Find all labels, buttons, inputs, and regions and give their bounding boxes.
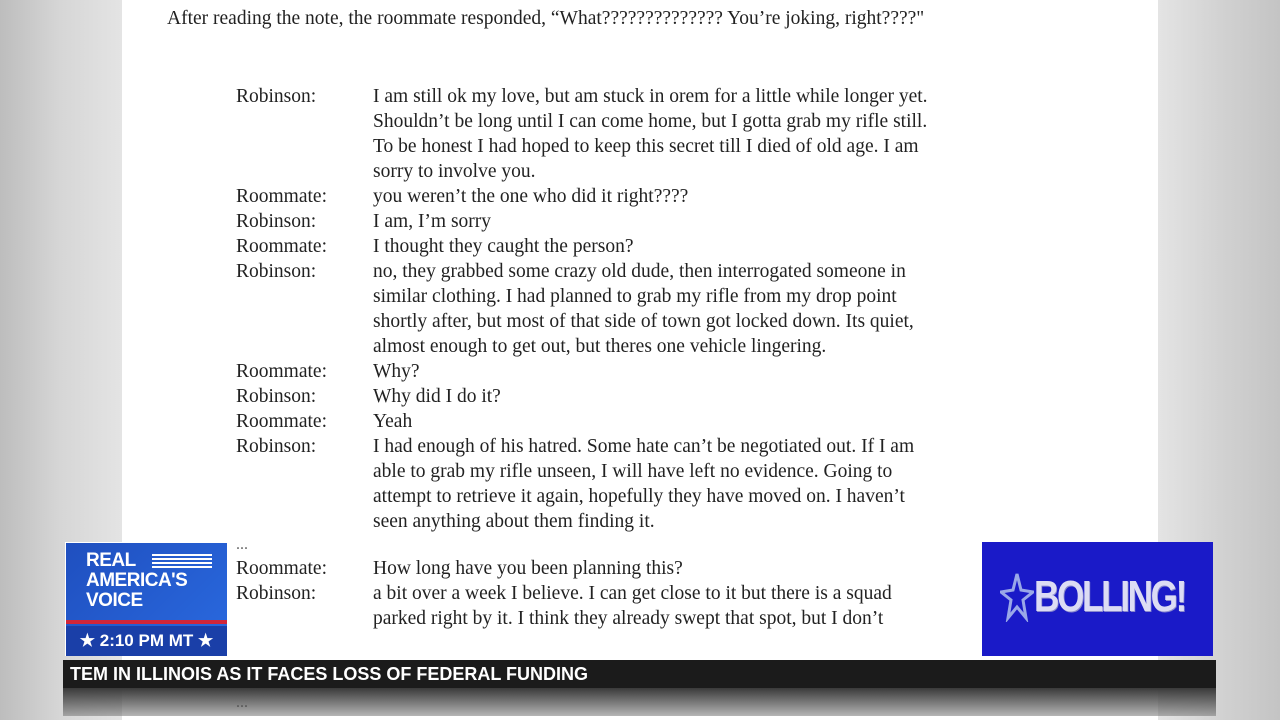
speaker-label: Robinson: [236, 436, 317, 457]
dialogue-row [236, 409, 936, 434]
dialogue-row [236, 581, 936, 631]
speaker-label: Robinson: [236, 583, 317, 604]
message-text: I thought they caught the person? [373, 236, 634, 257]
speaker-label: Roommate: [236, 236, 327, 257]
speaker-label: Roommate: [236, 558, 327, 579]
speaker-label: Robinson: [236, 86, 317, 107]
news-ticker: TEM IN ILLINOIS AS IT FACES LOSS OF FEDERAL FUNDING [63, 660, 1216, 688]
message-text: no, they grabbed some crazy old dude, then interrogated someone in similar clothing. I had planned to grab my rifle from my drop point shortly after, but most of that side of town got locked down. Its quiet, almost enough to get out, but theres one vehicle lingering. [373, 261, 914, 357]
message-text: I am still ok my love, but am stuck in orem for a little while longer yet. Shouldn’t be long until I can come home, but I gotta grab my rifle still. To be honest I had hoped to keep this secret till I died of old age. I am sorry to involve you. [373, 86, 928, 182]
dialogue-row [236, 359, 936, 384]
dialogue-row [236, 434, 936, 534]
speaker-label: Robinson: [236, 261, 317, 282]
dialogue-row [236, 184, 936, 209]
dialogue [236, 84, 936, 631]
dialogue-row [236, 556, 936, 581]
message-text: I had enough of his hatred. Some hate can’t be negotiated out. If I am able to grab my rifle unseen, I will have left no evidence. Going to attempt to retrieve it again, hopefully they have moved on. I haven’t seen anything about them finding it. [373, 436, 915, 532]
dialogue-row [236, 259, 936, 359]
dialogue-row [236, 84, 936, 184]
logo-line: AMERICA'S [86, 570, 188, 591]
message-text: you weren’t the one who did it right???? [373, 186, 689, 207]
speaker-label: Roommate: [236, 361, 327, 382]
message-text: How long have you been planning this? [373, 558, 683, 579]
network-logo [65, 542, 228, 656]
logo-line: REAL [86, 550, 136, 571]
message-text: I am, I’m sorry [373, 211, 492, 232]
ellipsis: ... [236, 536, 248, 553]
flag-icon [152, 554, 212, 569]
dialogue-row [236, 234, 936, 259]
speaker-label: Roommate: [236, 411, 327, 432]
show-logo [982, 542, 1213, 656]
dialogue-row [236, 384, 936, 409]
time-display: ★ 2:10 PM MT ★ [66, 626, 227, 656]
speaker-label: Robinson: [236, 211, 317, 232]
time-text: 2:10 PM MT [99, 631, 194, 650]
logo-line: VOICE [86, 590, 143, 611]
show-logo-text: BOLLING! [1034, 572, 1185, 621]
message-text: Yeah [373, 411, 413, 432]
speaker-label: Robinson: [236, 386, 317, 407]
speaker-label: Roommate: [236, 186, 327, 207]
message-text: Why? [373, 361, 420, 382]
ellipsis: ... [236, 694, 248, 711]
message-text: a bit over a week I believe. I can get close to it but there is a squad parked right by it. I think they already swept that spot, but I don’t [373, 583, 892, 629]
intro-paragraph: After reading the note, the roommate responded, “What?????????????? You’re joking, right????" [167, 8, 925, 29]
star-icon [1000, 572, 1034, 622]
message-text: Why did I do it? [373, 386, 501, 407]
divider [66, 620, 227, 624]
dialogue-row [236, 209, 936, 234]
